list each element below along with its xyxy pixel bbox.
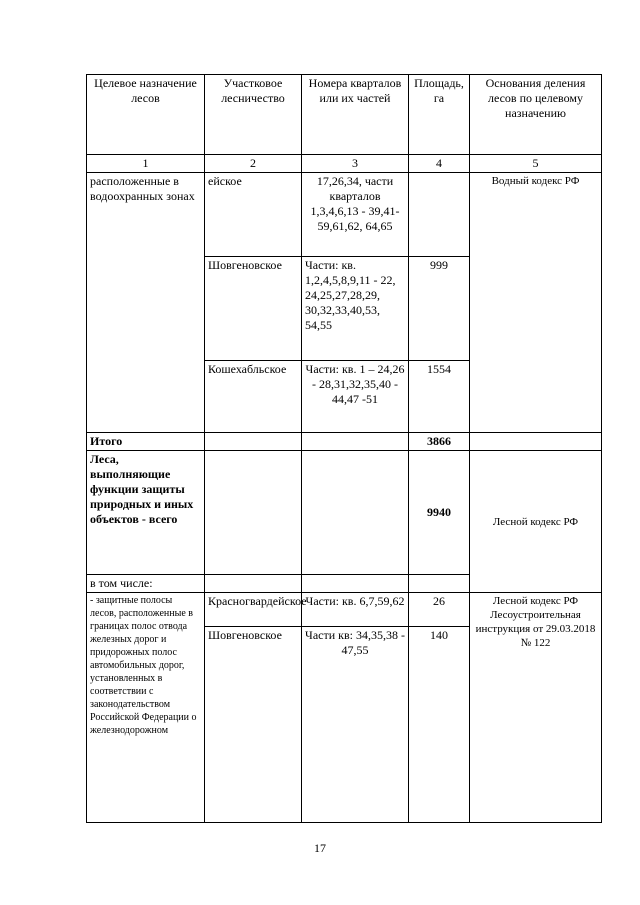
blocks-cell: 17,26,34, части кварталов 1,3,4,6,13 - 39,41-59,61,62, 64,65 [302,173,409,257]
column-number: 4 [409,155,470,173]
purpose-cell: Леса, выполняющие функции защиты природных и иных объектов - всего [87,451,205,575]
area-cell [409,173,470,257]
including-label: в том числе: [87,575,205,593]
district-cell: Кошехабльское [205,361,302,433]
blocks-cell: Части: кв. 1 – 24,26 - 28,31,32,35,40 - 44,47 -51 [302,361,409,433]
column-number: 5 [470,155,602,173]
blocks-cell: Части: кв. 6,7,59,62 [302,593,409,627]
total-label: Итого [87,433,205,451]
district-cell: Красногвардейское [205,593,302,627]
area-cell: 9940 [409,451,470,575]
table-row [87,451,602,575]
header-blocks: Номера кварталов или их частей [302,75,409,155]
district-cell: Шовгеновское [205,627,302,823]
column-number-row [87,155,602,173]
area-cell: 140 [409,627,470,823]
basis-cell: Лесной кодекс РФ Лесоустроительная инструкция от 29.03.2018 № 122 [470,593,602,823]
header-basis: Основания деления лесов по целевому назначению [470,75,602,155]
forest-purpose-table [86,74,602,823]
area-cell: 1554 [409,361,470,433]
total-row [87,433,602,451]
purpose-cell: расположенные в водоохранных зонах [87,173,205,433]
header-purpose: Целевое назначение лесов [87,75,205,155]
table-header-row [87,75,602,155]
column-number: 1 [87,155,205,173]
header-area: Площадь, га [409,75,470,155]
blocks-cell: Части кв: 34,35,38 - 47,55 [302,627,409,823]
total-area: 3866 [409,433,470,451]
district-cell: Шовгеновское [205,257,302,361]
area-cell: 26 [409,593,470,627]
column-number: 2 [205,155,302,173]
table-row [87,173,602,257]
area-cell: 999 [409,257,470,361]
column-number: 3 [302,155,409,173]
purpose-cell: - защитные полосы лесов, расположенные в границах полос отвода железных дорог и придорожных полос автомобильных дорог, установленных в соответствии с законодательством Российской Федерации о железнодорожном [87,593,205,823]
blocks-cell: Части: кв. 1,2,4,5,8,9,11 - 22, 24,25,27,28,29, 30,32,33,40,53, 54,55 [302,257,409,361]
table-row [87,593,602,627]
header-district: Участковое лесничество [205,75,302,155]
district-cell: ейское [205,173,302,257]
basis-cell: Водный кодекс РФ [470,173,602,433]
page-number: 17 [314,841,326,855]
basis-cell: Лесной кодекс РФ [470,451,602,593]
